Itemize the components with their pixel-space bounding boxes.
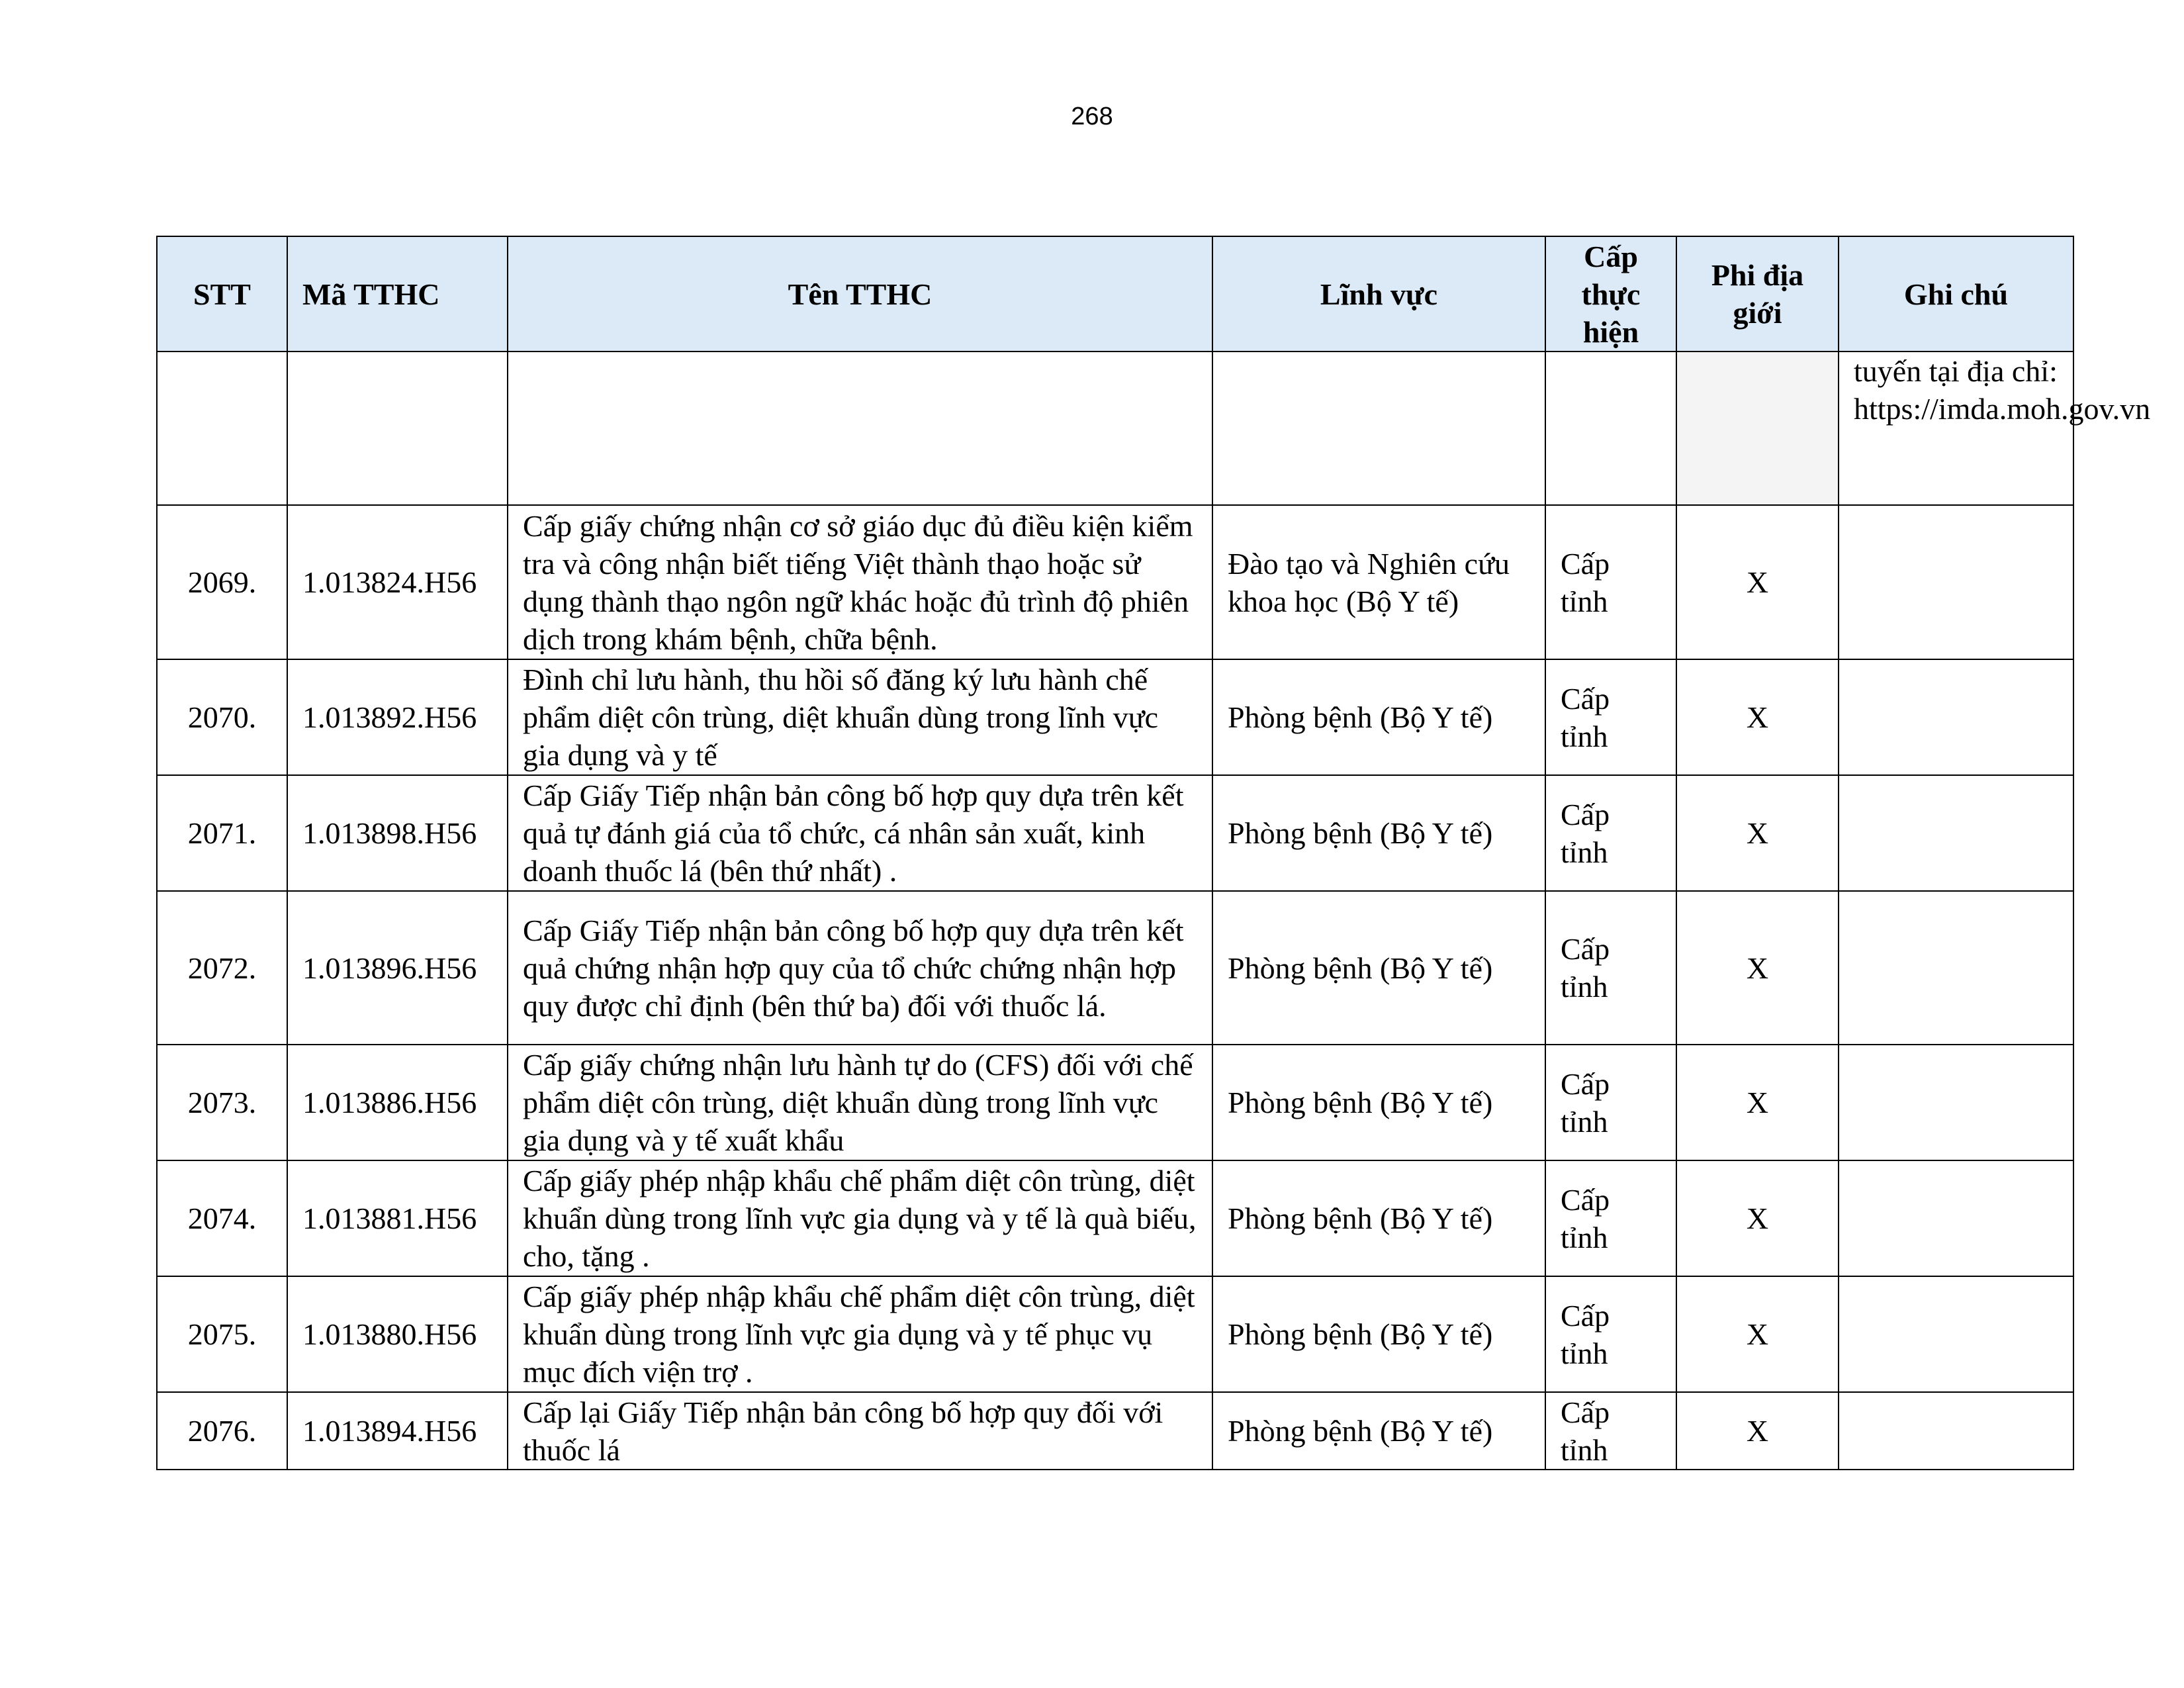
cell-ten: Cấp giấy phép nhập khẩu chế phẩm diệt côn trùng, diệt khuẩn dùng trong lĩnh vực gia dụng và y tế phục vụ mục đích viện trợ .: [508, 1276, 1212, 1392]
cell-cap: Cấp tỉnh: [1545, 775, 1676, 891]
cell-ma: [287, 352, 508, 505]
header-linh-vuc: Lĩnh vực: [1212, 236, 1545, 352]
cell-stt: 2070.: [157, 659, 287, 775]
cell-stt: 2069.: [157, 505, 287, 659]
cell-ten: Cấp Giấy Tiếp nhận bản công bố hợp quy dựa trên kết quả chứng nhận hợp quy của tổ chức chứng nhận hợp quy được chỉ định (bên thứ ba) đối với thuốc lá.: [508, 891, 1212, 1045]
table-row: [157, 505, 2073, 659]
cell-stt: [157, 352, 287, 505]
header-cap-thuc-hien: Cấp thực hiện: [1545, 236, 1676, 352]
header-stt: STT: [157, 236, 287, 352]
cell-cap: Cấp tỉnh: [1545, 1276, 1676, 1392]
cell-ghi-chu: [1839, 891, 2073, 1045]
cell-ghi-chu: [1839, 1045, 2073, 1160]
table-row-continuation: [157, 352, 2073, 505]
header-phi-dia-gioi: Phi địa giới: [1676, 236, 1839, 352]
cell-phi: X: [1676, 505, 1839, 659]
cell-linh-vuc: Đào tạo và Nghiên cứu khoa học (Bộ Y tế): [1212, 505, 1545, 659]
cell-cap: Cấp tỉnh: [1545, 1160, 1676, 1276]
cell-cap: Cấp tỉnh: [1545, 659, 1676, 775]
cell-linh-vuc: Phòng bệnh (Bộ Y tế): [1212, 1045, 1545, 1160]
cell-phi: X: [1676, 1392, 1839, 1470]
cell-linh-vuc: Phòng bệnh (Bộ Y tế): [1212, 1392, 1545, 1470]
cell-ma: 1.013898.H56: [287, 775, 508, 891]
cell-stt: 2073.: [157, 1045, 287, 1160]
cell-ghi-chu: [1839, 1160, 2073, 1276]
cell-linh-vuc: [1212, 352, 1545, 505]
page-number: 268: [1071, 103, 1113, 130]
cell-ma: 1.013880.H56: [287, 1276, 508, 1392]
cell-linh-vuc: Phòng bệnh (Bộ Y tế): [1212, 659, 1545, 775]
cell-phi: X: [1676, 1045, 1839, 1160]
cell-ma: 1.013824.H56: [287, 505, 508, 659]
cell-ghi-chu: [1839, 659, 2073, 775]
cell-stt: 2072.: [157, 891, 287, 1045]
header-row: [157, 236, 2073, 352]
cell-ma: 1.013892.H56: [287, 659, 508, 775]
cell-phi: X: [1676, 775, 1839, 891]
cell-ten: Cấp Giấy Tiếp nhận bản công bố hợp quy dựa trên kết quả tự đánh giá của tổ chức, cá nhân sản xuất, kinh doanh thuốc lá (bên thứ nhất) .: [508, 775, 1212, 891]
table-row: [157, 659, 2073, 775]
cell-ghi-chu: [1839, 505, 2073, 659]
cell-stt: 2076.: [157, 1392, 287, 1470]
cell-phi: X: [1676, 659, 1839, 775]
cell-phi: X: [1676, 891, 1839, 1045]
cell-ghi-chu: [1839, 1392, 2073, 1470]
table-row: [157, 1045, 2073, 1160]
cell-ten: Cấp giấy phép nhập khẩu chế phẩm diệt côn trùng, diệt khuẩn dùng trong lĩnh vực gia dụng và y tế là quà biếu, cho, tặng .: [508, 1160, 1212, 1276]
cell-cap: Cấp tỉnh: [1545, 505, 1676, 659]
cell-ten: Cấp lại Giấy Tiếp nhận bản công bố hợp quy đối với thuốc lá: [508, 1392, 1212, 1470]
cell-cap: [1545, 352, 1676, 505]
cell-stt: 2075.: [157, 1276, 287, 1392]
cell-phi: X: [1676, 1160, 1839, 1276]
cell-ten: Đình chỉ lưu hành, thu hồi số đăng ký lưu hành chế phẩm diệt côn trùng, diệt khuẩn dùng trong lĩnh vực gia dụng và y tế: [508, 659, 1212, 775]
cell-stt: 2071.: [157, 775, 287, 891]
table-row: [157, 1160, 2073, 1276]
cell-ma: 1.013886.H56: [287, 1045, 508, 1160]
cell-phi: X: [1676, 1276, 1839, 1392]
table-body: [157, 352, 2151, 1470]
cell-ghi-chu: [1839, 775, 2073, 891]
cell-linh-vuc: Phòng bệnh (Bộ Y tế): [1212, 1276, 1545, 1392]
table-row: [157, 775, 2073, 891]
cell-cap: Cấp tỉnh: [1545, 1045, 1676, 1160]
cell-ten: [508, 352, 1212, 505]
cell-linh-vuc: Phòng bệnh (Bộ Y tế): [1212, 1160, 1545, 1276]
cell-ten: Cấp giấy chứng nhận lưu hành tự do (CFS) đối với chế phẩm diệt côn trùng, diệt khuẩn dùng trong lĩnh vực gia dụng và y tế xuất khẩu: [508, 1045, 1212, 1160]
table-header: [157, 236, 2073, 352]
cell-linh-vuc: Phòng bệnh (Bộ Y tế): [1212, 775, 1545, 891]
table-row: [157, 891, 2073, 1045]
cell-ma: 1.013896.H56: [287, 891, 508, 1045]
header-ten-tthc: Tên TTHC: [508, 236, 1212, 352]
cell-ten: Cấp giấy chứng nhận cơ sở giáo dục đủ điều kiện kiểm tra và công nhận biết tiếng Việt thành thạo hoặc sử dụng thành thạo ngôn ngữ khác hoặc đủ trình độ phiên dịch trong khám bệnh, chữa bệnh.: [508, 505, 1212, 659]
cell-linh-vuc: Phòng bệnh (Bộ Y tế): [1212, 891, 1545, 1045]
cell-cap: Cấp tỉnh: [1545, 891, 1676, 1045]
cell-cap: Cấp tỉnh: [1545, 1392, 1676, 1470]
header-ghi-chu: Ghi chú: [1839, 236, 2073, 352]
cell-ghi-chu: tuyến tại địa chỉ: https://imda.moh.gov.vn: [1839, 352, 2073, 505]
cell-ma: 1.013894.H56: [287, 1392, 508, 1470]
table-row: [157, 1276, 2073, 1392]
header-ma-tthc: Mã TTHC: [287, 236, 508, 352]
table-row: [157, 1392, 2073, 1470]
procedures-table: [156, 236, 2151, 1470]
cell-stt: 2074.: [157, 1160, 287, 1276]
cell-phi: [1676, 352, 1839, 505]
cell-ma: 1.013881.H56: [287, 1160, 508, 1276]
cell-ghi-chu: [1839, 1276, 2073, 1392]
